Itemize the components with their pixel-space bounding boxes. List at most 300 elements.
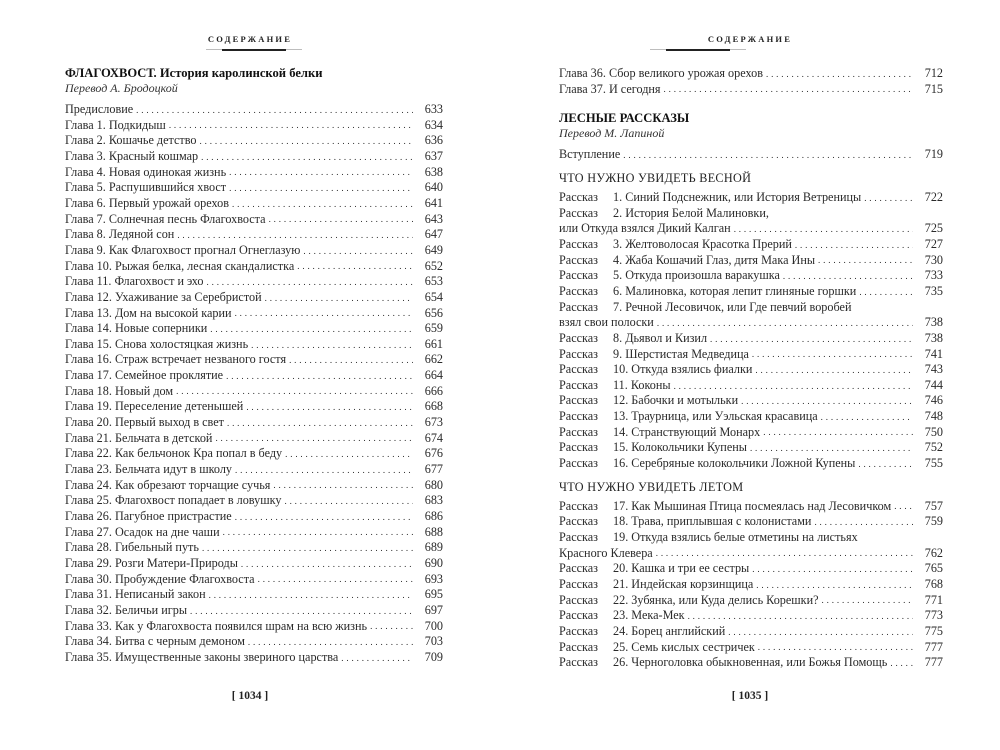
entry-label <box>559 440 750 456</box>
toc-entry[interactable] <box>559 456 943 472</box>
leader-dots <box>674 378 913 394</box>
entry-label: Глава 7. Солнечная песнь Флагохвоста <box>65 211 266 226</box>
entry-label: Глава 20. Первый выход в свет <box>65 415 224 430</box>
leader-dots <box>209 587 413 603</box>
entry-prefix: Рассказ <box>559 530 598 545</box>
entry-page-number: 709 <box>424 649 443 664</box>
leader-dots <box>136 102 413 118</box>
entry-title: 18. Трава, приплывшая с колонистами <box>613 514 812 529</box>
entry-page-number: 659 <box>424 321 443 336</box>
entry-label: Глава 30. Пробуждение Флагохвоста <box>65 571 255 586</box>
leader-dots <box>177 227 413 243</box>
leader-dots <box>890 655 913 671</box>
toc-entry-list <box>65 102 443 666</box>
toc-entry[interactable] <box>559 655 943 671</box>
leader-dots <box>752 347 913 363</box>
entry-label: Глава 10. Рыжая белка, лесная скандалистка <box>65 258 295 273</box>
entry-page-number: 664 <box>424 368 443 383</box>
entry-page-number: 771 <box>924 592 943 607</box>
entry-label <box>559 561 752 577</box>
entry-prefix: Рассказ <box>559 639 598 654</box>
entry-label <box>559 624 728 640</box>
entry-title: 4. Жаба Кошачий Глаз, дитя Мака Ины <box>613 252 816 267</box>
entry-label: Глава 34. Битва с черным демоном <box>65 634 245 649</box>
entry-page-number: 643 <box>424 211 443 226</box>
toc-entry[interactable] <box>65 212 443 228</box>
entry-page-number: 662 <box>424 352 443 367</box>
toc-entry[interactable] <box>559 409 943 425</box>
entry-page-number: 765 <box>924 561 943 576</box>
entry-label: Глава 22. Как бельчонок Кра попал в беду <box>65 446 283 461</box>
entry-page-number: 693 <box>424 571 443 586</box>
entry-label: Глава 14. Новые соперники <box>65 321 208 336</box>
header-rule <box>206 49 302 50</box>
section-heading: ЧТО НУЖНО УВИДЕТЬ ВЕСНОЙ <box>559 170 752 185</box>
toc-entry[interactable] <box>65 462 443 478</box>
entry-label: Глава 16. Страж встречает незваного гостя <box>65 352 287 367</box>
leader-dots <box>226 368 413 384</box>
entry-prefix: Рассказ <box>559 655 598 670</box>
entry-page-number: 640 <box>424 180 443 195</box>
leader-dots <box>818 253 913 269</box>
entry-prefix: Рассказ <box>559 205 598 220</box>
entry-page-number: 719 <box>924 147 943 162</box>
entry-page-number: 674 <box>424 430 443 445</box>
toc-entry[interactable] <box>65 353 443 369</box>
toc-entry[interactable] <box>559 347 943 363</box>
entry-title: 6. Малиновка, которая лепит глиняные горшки <box>613 283 857 298</box>
entry-page-number: 752 <box>924 440 943 455</box>
entry-title: 20. Кашка и три ее сестры <box>613 561 750 576</box>
entry-page-number: 666 <box>424 383 443 398</box>
leader-dots <box>814 514 913 530</box>
leader-dots <box>303 243 413 259</box>
entry-title: 22. Зубянка, или Куда делись Корешки? <box>613 592 819 607</box>
toc-entry[interactable] <box>65 399 443 415</box>
toc-entry[interactable] <box>559 425 943 441</box>
entry-page-number: 757 <box>924 498 943 513</box>
entry-page-number: 633 <box>424 101 443 116</box>
leader-dots <box>822 593 913 609</box>
leader-dots <box>200 133 413 149</box>
entry-title: 1. Синий Подснежник, или История Ветреницы <box>613 189 862 204</box>
entry-label <box>559 393 741 409</box>
page-number: [ 1035 ] <box>731 690 769 702</box>
leader-dots <box>756 577 913 593</box>
entry-page-number: 733 <box>924 268 943 283</box>
entry-page-number: 700 <box>424 618 443 633</box>
leader-dots <box>783 268 913 284</box>
toc-entry[interactable] <box>559 514 943 530</box>
entry-label: Глава 36. Сбор великого урожая орехов <box>559 65 763 80</box>
entry-label: Глава 17. Семейное проклятие <box>65 368 224 383</box>
toc-entry[interactable] <box>559 66 943 82</box>
leader-dots <box>341 650 413 666</box>
toc-entry[interactable] <box>65 634 443 650</box>
entry-label <box>559 577 756 593</box>
toc-entry[interactable] <box>559 147 943 163</box>
entry-label: Глава 32. Беличьи игры <box>65 602 188 617</box>
entry-prefix: Рассказ <box>559 330 598 345</box>
leader-dots <box>657 315 913 331</box>
leader-dots <box>821 409 913 425</box>
leader-dots <box>741 394 913 410</box>
leader-dots <box>370 619 413 635</box>
entry-page-number: 661 <box>424 336 443 351</box>
entry-page-number: 652 <box>424 258 443 273</box>
leader-dots <box>269 212 413 228</box>
entry-label <box>559 190 864 206</box>
toc-entry[interactable] <box>65 133 443 149</box>
leader-dots <box>864 190 913 206</box>
entry-page-number: 735 <box>924 283 943 298</box>
entry-label: 7. Речной Лесовичок, или Где певчий воробей <box>613 299 852 314</box>
leader-dots <box>227 415 413 431</box>
toc-entry[interactable] <box>559 624 943 640</box>
entry-label: Глава 29. Розги Матери-Природы <box>65 556 238 571</box>
entry-page-number: 703 <box>424 634 443 649</box>
entry-page-number: 680 <box>424 477 443 492</box>
toc-entry[interactable] <box>559 82 943 98</box>
entry-page-number: 725 <box>924 221 943 236</box>
entry-prefix: Рассказ <box>559 377 598 392</box>
toc-entry[interactable] <box>65 603 443 619</box>
entry-label <box>559 608 688 624</box>
entry-page-number: 759 <box>924 514 943 529</box>
toc-entry[interactable] <box>65 431 443 447</box>
toc-entry[interactable] <box>559 284 943 300</box>
entry-prefix: Рассказ <box>559 236 598 251</box>
entry-title: 10. Откуда взялись фиалки <box>613 362 753 377</box>
entry-title: 25. Семь кислых сестричек <box>613 639 755 654</box>
toc-entry[interactable] <box>65 650 443 666</box>
entry-title: 26. Черноголовка обыкновенная, или Божья Помощь <box>613 655 888 670</box>
entry-page-number: 777 <box>924 655 943 670</box>
entry-page-number: 641 <box>424 195 443 210</box>
entry-page-number: 748 <box>924 409 943 424</box>
toc-entry[interactable] <box>65 556 443 572</box>
leader-dots <box>207 274 414 290</box>
entry-label: Глава 37. И сегодня <box>559 81 661 96</box>
entry-page-number: 695 <box>424 587 443 602</box>
leader-dots <box>284 493 413 509</box>
right-page <box>500 0 1000 750</box>
entry-page-number: 654 <box>424 289 443 304</box>
entry-prefix: Рассказ <box>559 393 598 408</box>
toc-entry[interactable] <box>65 274 443 290</box>
entry-label <box>559 593 822 609</box>
entry-title: 8. Дьявол и Кизил <box>613 330 708 345</box>
entry-label: Глава 9. Как Флагохвост прогнал Огнеглазую <box>65 242 301 257</box>
entry-label: Глава 13. Дом на высокой карии <box>65 305 232 320</box>
leader-dots <box>232 196 413 212</box>
toc-entry[interactable] <box>559 190 943 206</box>
entry-label: Глава 27. Осадок на дне чаши <box>65 524 220 539</box>
entry-label: Глава 8. Ледяной сон <box>65 227 175 242</box>
leader-dots <box>664 82 913 98</box>
toc-entry[interactable] <box>65 478 443 494</box>
entry-prefix: Рассказ <box>559 624 598 639</box>
toc-entry[interactable] <box>559 253 943 269</box>
entry-prefix: Рассказ <box>559 189 598 204</box>
translator-credit: Перевод М. Лапиной <box>559 126 665 141</box>
toc-entry[interactable] <box>65 525 443 541</box>
leader-dots <box>755 362 913 378</box>
leader-dots <box>241 556 413 572</box>
entry-page-number: 683 <box>424 493 443 508</box>
entry-page-number: 673 <box>424 415 443 430</box>
leader-dots <box>251 337 413 353</box>
entry-prefix: Рассказ <box>559 424 598 439</box>
entry-prefix: Рассказ <box>559 362 598 377</box>
toc-entry[interactable] <box>559 206 943 237</box>
entry-page-number: 775 <box>924 624 943 639</box>
toc-entry[interactable] <box>65 165 443 181</box>
leader-dots <box>265 290 413 306</box>
entry-title: 12. Бабочки и мотыльки <box>613 393 739 408</box>
entry-page-number: 750 <box>924 424 943 439</box>
running-head: СОДЕРЖАНИЕ <box>207 34 293 44</box>
toc-entry[interactable] <box>559 331 943 347</box>
entry-label: Глава 18. Новый дом <box>65 383 174 398</box>
toc-entry[interactable] <box>559 394 943 410</box>
leader-dots <box>210 321 413 337</box>
entry-label-line2: или Откуда взялся Дикий Калган <box>559 221 731 236</box>
entry-label: Глава 1. Подкидыш <box>65 117 166 132</box>
entry-label: Глава 4. Новая одинокая жизнь <box>65 164 227 179</box>
toc-entry[interactable] <box>65 446 443 462</box>
entry-prefix: Рассказ <box>559 252 598 267</box>
entry-page-number: 656 <box>424 305 443 320</box>
toc-right <box>559 66 943 671</box>
toc-entry[interactable] <box>65 180 443 196</box>
toc-entry[interactable] <box>559 362 943 378</box>
entry-label: Глава 25. Флагохвост попадает в ловушку <box>65 493 282 508</box>
toc-entry[interactable] <box>65 118 443 134</box>
header-rule <box>650 49 746 50</box>
entry-page-number: 762 <box>924 545 943 560</box>
translator-credit: Перевод А. Бродоцкой <box>65 81 178 95</box>
toc-entry[interactable] <box>559 593 943 609</box>
leader-dots <box>766 66 913 82</box>
entry-title: 21. Индейская корзинщица <box>613 577 754 592</box>
toc-entry[interactable] <box>559 499 943 515</box>
toc-entry[interactable] <box>65 337 443 353</box>
leader-dots <box>752 561 913 577</box>
leader-dots <box>235 462 413 478</box>
entry-label <box>559 331 710 347</box>
entry-prefix: Рассказ <box>559 299 598 314</box>
entry-page-number: 755 <box>924 456 943 471</box>
entry-label <box>559 514 814 530</box>
entry-page-number: 746 <box>924 393 943 408</box>
leader-dots <box>201 149 413 165</box>
entry-prefix: Рассказ <box>559 577 598 592</box>
entry-page-number: 712 <box>924 65 943 80</box>
work-title: ФЛАГОХВОСТ. История каролинской белки <box>65 66 323 80</box>
entry-title: 5. Откуда произошла варакушка <box>613 268 780 283</box>
toc-entry[interactable] <box>65 227 443 243</box>
entry-label: Предисловие <box>65 101 134 116</box>
entry-page-number: 677 <box>424 462 443 477</box>
entry-label <box>559 409 821 425</box>
leader-dots <box>229 180 413 196</box>
entry-label <box>559 499 894 515</box>
entry-title: 9. Шерстистая Медведица <box>613 346 749 361</box>
leader-dots <box>710 331 913 347</box>
entry-title: 11. Коконы <box>613 377 671 392</box>
entry-label: Вступление <box>559 147 621 162</box>
toc-entry[interactable] <box>559 300 943 331</box>
leader-dots <box>202 540 413 556</box>
entry-page-number: 738 <box>924 330 943 345</box>
entry-label: Глава 21. Бельчата в детской <box>65 430 213 445</box>
entry-page-number: 741 <box>924 346 943 361</box>
leader-dots <box>190 603 413 619</box>
entry-label: Глава 26. Пагубное пристрастие <box>65 509 232 524</box>
toc-entry[interactable] <box>65 619 443 635</box>
entry-label-line1 <box>559 300 943 316</box>
toc-sections <box>559 171 943 671</box>
leader-dots <box>894 499 913 515</box>
entry-label: Глава 5. Распушившийся хвост <box>65 180 227 195</box>
toc-entry[interactable] <box>559 440 943 456</box>
entry-page-number: 689 <box>424 540 443 555</box>
entry-label-line1 <box>559 206 943 222</box>
leader-dots <box>223 525 413 541</box>
entry-label: 2. История Белой Малиновки, <box>613 205 769 220</box>
entry-page-number: 690 <box>424 556 443 571</box>
toc-entry[interactable] <box>65 572 443 588</box>
toc-entry[interactable] <box>65 509 443 525</box>
entry-page-number: 634 <box>424 117 443 132</box>
toc-entry[interactable] <box>65 290 443 306</box>
toc-entry[interactable] <box>559 608 943 624</box>
leader-dots <box>248 634 413 650</box>
toc-entry[interactable] <box>65 243 443 259</box>
entry-prefix: Рассказ <box>559 592 598 607</box>
leader-dots <box>728 624 913 640</box>
entry-page-number: 638 <box>424 164 443 179</box>
leader-dots <box>285 446 413 462</box>
entry-title: 13. Траурница, или Уэльская красавица <box>613 409 818 424</box>
leader-dots <box>688 608 913 624</box>
toc-entry[interactable] <box>65 196 443 212</box>
entry-label: Глава 31. Неписаный закон <box>65 587 206 602</box>
entry-title: 3. Желтоволосая Красотка Прерий <box>613 236 792 251</box>
entry-title: 16. Серебряные колокольчики Ложной Купены <box>613 456 856 471</box>
entry-label <box>559 284 859 300</box>
toc-entry[interactable] <box>559 237 943 253</box>
toc-entry[interactable] <box>65 102 443 118</box>
leader-dots <box>169 118 413 134</box>
entry-label <box>559 347 752 363</box>
toc-entry[interactable] <box>65 415 443 431</box>
entry-label: Глава 35. Имущественные законы звериного царства <box>65 649 339 664</box>
entry-page-number: 637 <box>424 148 443 163</box>
entry-label: Глава 19. Переселение детенышей <box>65 399 244 414</box>
toc-entry[interactable] <box>559 577 943 593</box>
entry-label: Глава 15. Снова холостяцкая жизнь <box>65 336 249 351</box>
toc-entry[interactable] <box>65 149 443 165</box>
entry-page-number: 686 <box>424 509 443 524</box>
entry-title: 17. Как Мышиная Птица посмеялась над Лесовичком <box>613 498 892 513</box>
leader-dots <box>763 425 913 441</box>
entry-prefix: Рассказ <box>559 456 598 471</box>
leader-dots <box>246 399 413 415</box>
entry-page-number: 773 <box>924 608 943 623</box>
entry-label: Глава 23. Бельчата идут в школу <box>65 462 233 477</box>
entry-label <box>559 268 783 284</box>
entry-label: Глава 11. Флагохвост и эхо <box>65 274 204 289</box>
leader-dots <box>229 165 413 181</box>
entry-prefix: Рассказ <box>559 283 598 298</box>
toc-entry[interactable] <box>65 540 443 556</box>
toc-entry[interactable] <box>559 268 943 284</box>
entry-label <box>559 253 818 269</box>
leader-dots <box>656 546 913 562</box>
entry-page-number: 647 <box>424 227 443 242</box>
entry-label: Глава 3. Красный кошмар <box>65 148 199 163</box>
toc-entry[interactable] <box>65 493 443 509</box>
toc-entry[interactable] <box>65 368 443 384</box>
leader-dots <box>289 353 413 369</box>
leader-dots <box>235 509 413 525</box>
leader-dots <box>273 478 413 494</box>
leader-dots <box>758 640 913 656</box>
entry-label: 19. Откуда взялись белые отметины на листьях <box>613 530 858 545</box>
entry-label <box>559 362 755 378</box>
entry-title: 14. Странствующий Монарх <box>613 424 761 439</box>
entry-page-number: 697 <box>424 602 443 617</box>
section-heading: ЧТО НУЖНО УВИДЕТЬ ЛЕТОМ <box>559 479 744 494</box>
entry-page-number: 738 <box>924 315 943 330</box>
entry-label <box>559 640 758 656</box>
entry-page-number: 730 <box>924 252 943 267</box>
toc-entry[interactable] <box>65 259 443 275</box>
entry-prefix: Рассказ <box>559 440 598 455</box>
entry-page-number: 688 <box>424 524 443 539</box>
toc-entry[interactable] <box>559 530 943 561</box>
entry-prefix: Рассказ <box>559 498 598 513</box>
leader-dots <box>176 384 413 400</box>
entry-page-number: 649 <box>424 242 443 257</box>
toc-entry[interactable] <box>65 306 443 322</box>
entry-page-number: 744 <box>924 377 943 392</box>
entry-label: Глава 24. Как обрезают торчащие сучья <box>65 477 271 492</box>
toc-entry[interactable] <box>65 321 443 337</box>
leader-dots <box>258 572 413 588</box>
entry-label <box>559 456 858 472</box>
toc-entry[interactable] <box>559 640 943 656</box>
toc-entry[interactable] <box>559 378 943 394</box>
entry-page-number: 777 <box>924 639 943 654</box>
entry-page-number: 715 <box>924 81 943 96</box>
entry-prefix: Рассказ <box>559 409 598 424</box>
running-head: СОДЕРЖАНИЕ <box>707 34 793 44</box>
leader-dots <box>858 456 913 472</box>
page-number: [ 1034 ] <box>231 690 269 702</box>
leader-dots <box>297 259 413 275</box>
toc-entry[interactable] <box>559 561 943 577</box>
entry-label <box>559 425 763 441</box>
entry-prefix: Рассказ <box>559 514 598 529</box>
toc-entry[interactable] <box>65 384 443 400</box>
toc-entry[interactable] <box>65 587 443 603</box>
entry-title: 15. Колокольчики Купены <box>613 440 747 455</box>
entry-page-number: 668 <box>424 399 443 414</box>
leader-dots <box>623 147 913 163</box>
